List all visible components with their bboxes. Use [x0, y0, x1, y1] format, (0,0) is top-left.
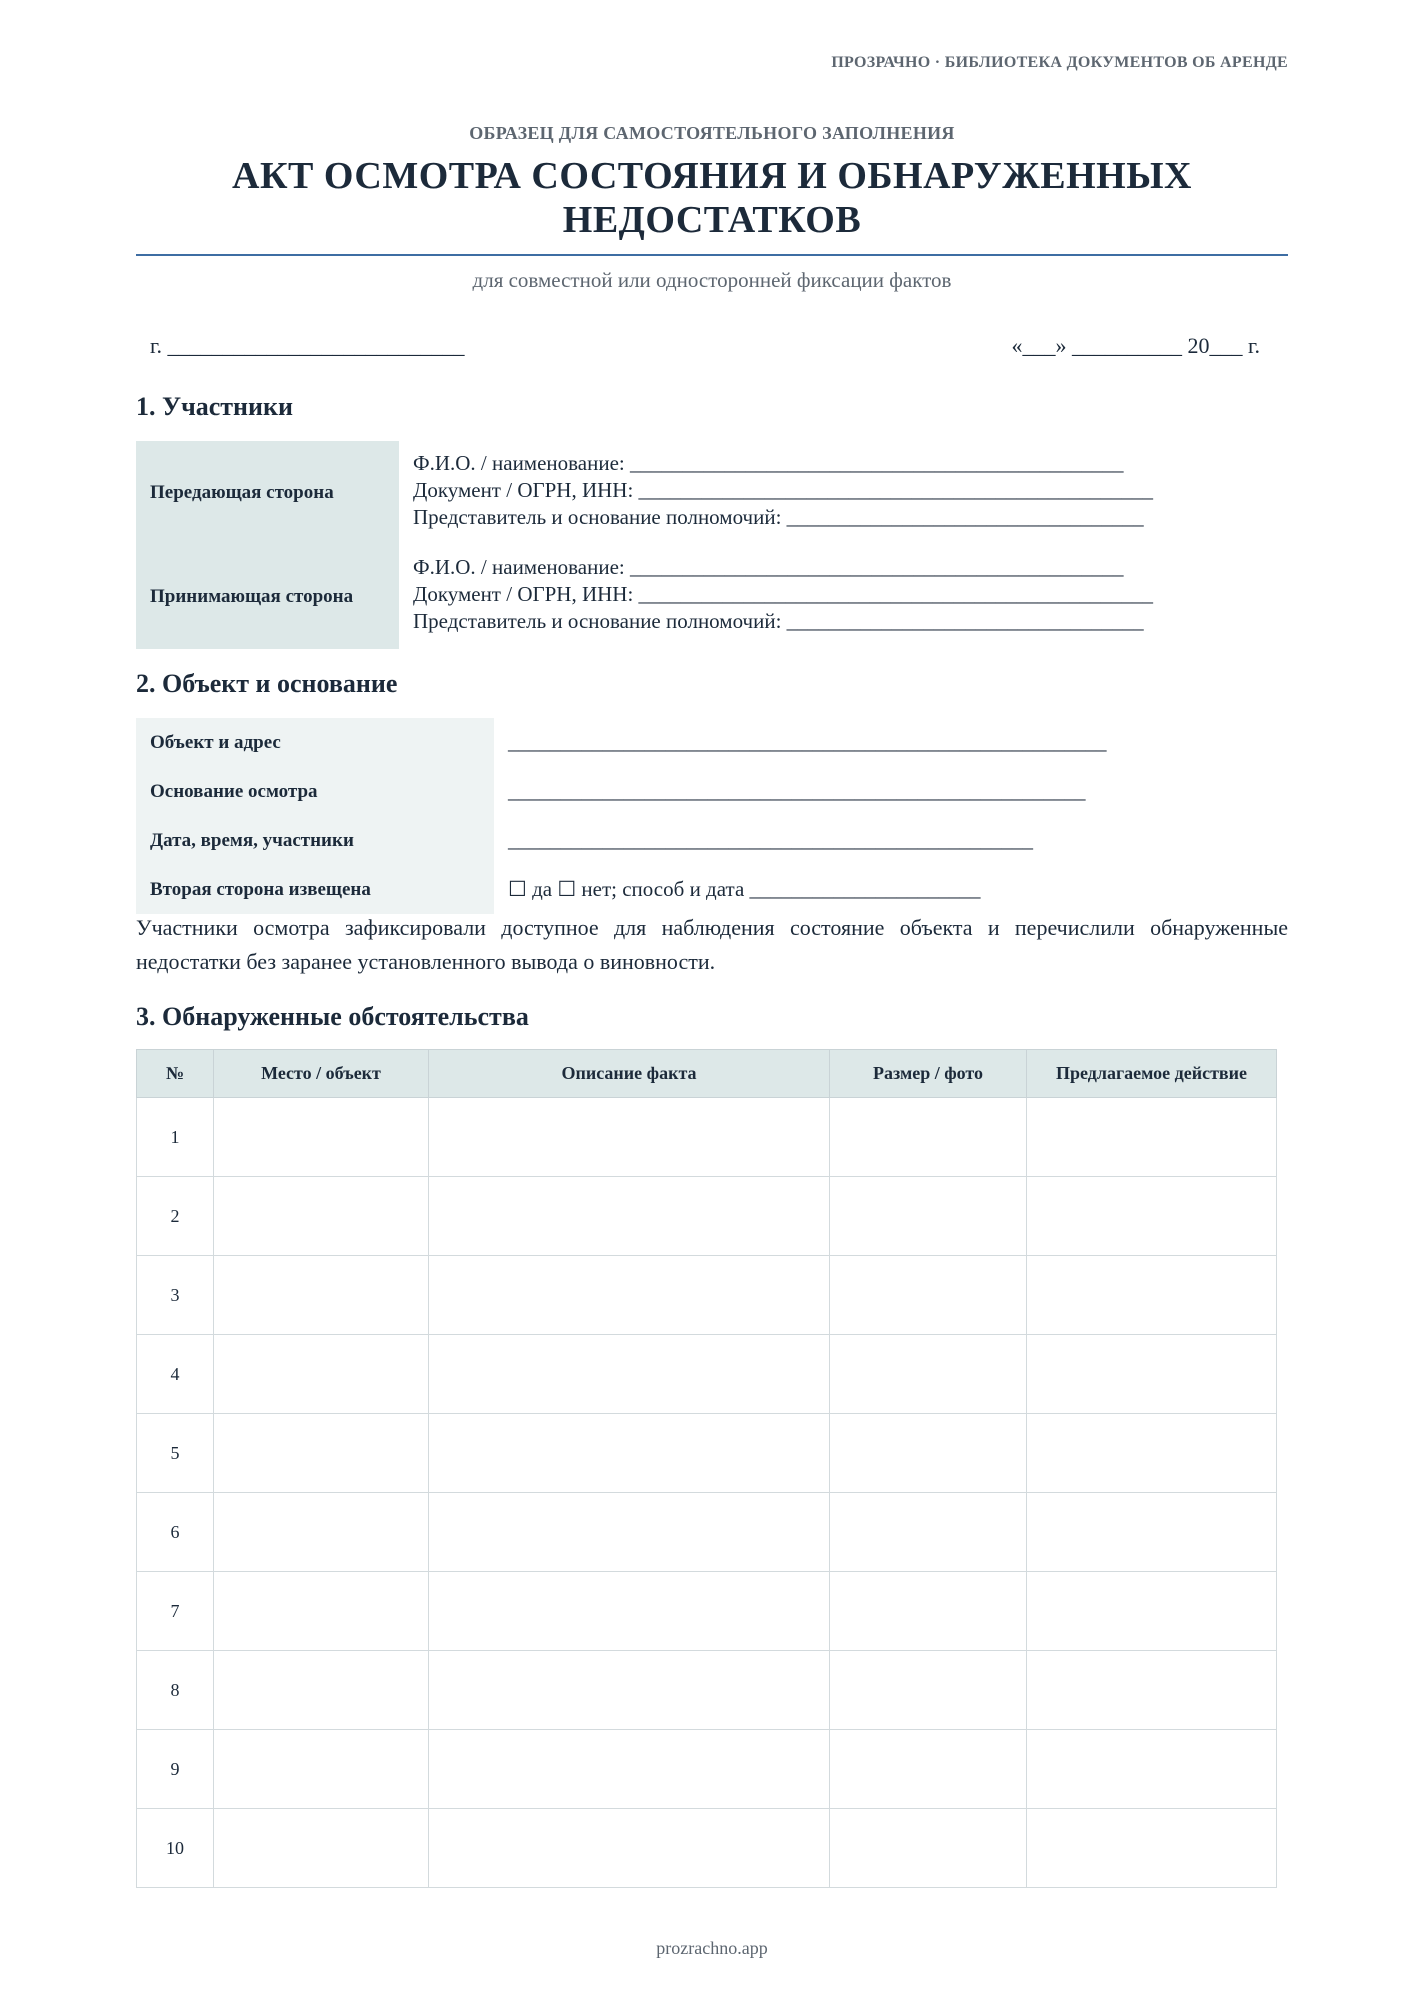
place-cell[interactable] — [214, 1572, 429, 1651]
place-cell[interactable] — [214, 1809, 429, 1888]
inspection-paragraph: Участники осмотра зафиксировали доступное для наблюдения состояние объекта и перечислили обнаруженные недостатки без заранее установленного вывода о виновности. — [136, 915, 1288, 974]
column-header-number: № — [137, 1050, 214, 1098]
row-number-cell: 10 — [137, 1809, 214, 1888]
size-photo-cell[interactable] — [830, 1414, 1027, 1493]
table-row — [137, 1335, 1277, 1414]
table-row — [137, 1730, 1277, 1809]
object-row — [136, 718, 1288, 767]
action-cell[interactable] — [1027, 1651, 1277, 1730]
place-cell[interactable] — [214, 1256, 429, 1335]
table-header-row — [137, 1050, 1277, 1098]
description-cell[interactable] — [429, 1493, 830, 1572]
size-photo-cell[interactable] — [830, 1651, 1027, 1730]
table-row — [137, 1414, 1277, 1493]
size-photo-cell[interactable] — [830, 1177, 1027, 1256]
action-cell[interactable] — [1027, 1809, 1277, 1888]
action-cell[interactable] — [1027, 1335, 1277, 1414]
size-photo-cell[interactable] — [830, 1493, 1027, 1572]
object-block — [136, 718, 1288, 914]
table-row — [137, 1177, 1277, 1256]
table-row — [137, 1098, 1277, 1177]
size-photo-cell[interactable] — [830, 1809, 1027, 1888]
brand-line: ПРОЗРАЧНО · БИБЛИОТЕКА ДОКУМЕНТОВ ОБ АРЕНДЕ — [831, 54, 1288, 71]
place-cell[interactable] — [214, 1651, 429, 1730]
party-doc-line: Документ / ОГРН, ИНН: _________________________________________________ — [413, 478, 1154, 502]
section1-heading: 1. Участники — [136, 392, 293, 421]
city-field: г. ___________________________ — [150, 333, 465, 358]
notification-checkboxes: ☐ да ☐ нет; способ и дата ______________________ — [508, 877, 981, 901]
description-cell[interactable] — [429, 1256, 830, 1335]
participants-block — [136, 441, 1288, 649]
row-number-cell: 1 — [137, 1098, 214, 1177]
action-cell[interactable] — [1027, 1730, 1277, 1809]
title-line-1: АКТ ОСМОТРА СОСТОЯНИЯ И ОБНАРУЖЕННЫХ — [232, 155, 1192, 197]
place-cell[interactable] — [214, 1493, 429, 1572]
row-number-cell: 5 — [137, 1414, 214, 1493]
row-number-cell: 6 — [137, 1493, 214, 1572]
document-subtitle: для совместной или односторонней фиксации фактов — [472, 268, 952, 292]
size-photo-cell[interactable] — [830, 1335, 1027, 1414]
party-fields — [399, 441, 1153, 545]
party-rep-line: Представитель и основание полномочий: __________________________________ — [413, 609, 1144, 633]
party-label: Передающая сторона — [136, 441, 399, 545]
table-row — [137, 1651, 1277, 1730]
row-number-cell: 4 — [137, 1335, 214, 1414]
column-header-action: Предлагаемое действие — [1027, 1050, 1277, 1098]
party-fields — [399, 545, 1153, 649]
object-row-value: __________________________________________________ — [508, 828, 1033, 852]
party-rep-line: Представитель и основание полномочий: __________________________________ — [413, 505, 1144, 529]
action-cell[interactable] — [1027, 1177, 1277, 1256]
column-header-size-photo: Размер / фото — [830, 1050, 1027, 1098]
table-row — [137, 1809, 1277, 1888]
size-photo-cell[interactable] — [830, 1098, 1027, 1177]
date-field: «___» __________ 20___ г. — [1011, 333, 1260, 358]
object-row-label: Дата, время, участники — [136, 816, 494, 865]
object-row-label: Основание осмотра — [136, 767, 494, 816]
description-cell[interactable] — [429, 1651, 830, 1730]
object-row-label: Вторая сторона извещена — [136, 865, 494, 914]
section3-heading: 3. Обнаруженные обстоятельства — [136, 1002, 529, 1031]
object-row-value: _________________________________________________________ — [508, 730, 1107, 754]
column-header-place: Место / объект — [214, 1050, 429, 1098]
party-receiving — [136, 545, 1288, 649]
object-row-label: Объект и адрес — [136, 718, 494, 767]
action-cell[interactable] — [1027, 1572, 1277, 1651]
object-row — [136, 865, 1288, 914]
description-cell[interactable] — [429, 1572, 830, 1651]
action-cell[interactable] — [1027, 1098, 1277, 1177]
party-doc-line: Документ / ОГРН, ИНН: _________________________________________________ — [413, 582, 1154, 606]
description-cell[interactable] — [429, 1809, 830, 1888]
row-number-cell: 2 — [137, 1177, 214, 1256]
document-kicker: ОБРАЗЕЦ ДЛЯ САМОСТОЯТЕЛЬНОГО ЗАПОЛНЕНИЯ — [469, 123, 955, 143]
title-line-2: НЕДОСТАТКОВ — [562, 199, 862, 241]
place-cell[interactable] — [214, 1098, 429, 1177]
footer-site: prozrachno.app — [656, 1938, 768, 1958]
size-photo-cell[interactable] — [830, 1572, 1027, 1651]
object-row — [136, 767, 1288, 816]
column-header-description: Описание факта — [429, 1050, 830, 1098]
table-row — [137, 1572, 1277, 1651]
object-row — [136, 816, 1288, 865]
object-row-value: _______________________________________________________ — [508, 779, 1086, 803]
description-cell[interactable] — [429, 1335, 830, 1414]
action-cell[interactable] — [1027, 1414, 1277, 1493]
party-transferring — [136, 441, 1288, 545]
description-cell[interactable] — [429, 1414, 830, 1493]
row-number-cell: 8 — [137, 1651, 214, 1730]
row-number-cell: 3 — [137, 1256, 214, 1335]
title-divider — [136, 254, 1288, 256]
section2-heading: 2. Объект и основание — [136, 669, 398, 698]
party-name-line: Ф.И.О. / наименование: _______________________________________________ — [413, 451, 1124, 475]
row-number-cell: 7 — [137, 1572, 214, 1651]
party-label: Принимающая сторона — [136, 545, 399, 649]
size-photo-cell[interactable] — [830, 1256, 1027, 1335]
row-number-cell: 9 — [137, 1730, 214, 1809]
description-cell[interactable] — [429, 1098, 830, 1177]
description-cell[interactable] — [429, 1730, 830, 1809]
findings-table-body — [137, 1098, 1277, 1888]
place-cell[interactable] — [214, 1177, 429, 1256]
document-title — [136, 154, 1288, 242]
place-cell[interactable] — [214, 1730, 429, 1809]
party-name-line: Ф.И.О. / наименование: _______________________________________________ — [413, 555, 1124, 579]
place-cell[interactable] — [214, 1335, 429, 1414]
findings-table — [136, 1049, 1277, 1888]
table-row — [137, 1256, 1277, 1335]
table-row — [137, 1493, 1277, 1572]
action-cell[interactable] — [1027, 1493, 1277, 1572]
description-cell[interactable] — [429, 1177, 830, 1256]
action-cell[interactable] — [1027, 1256, 1277, 1335]
place-cell[interactable] — [214, 1414, 429, 1493]
size-photo-cell[interactable] — [830, 1730, 1027, 1809]
